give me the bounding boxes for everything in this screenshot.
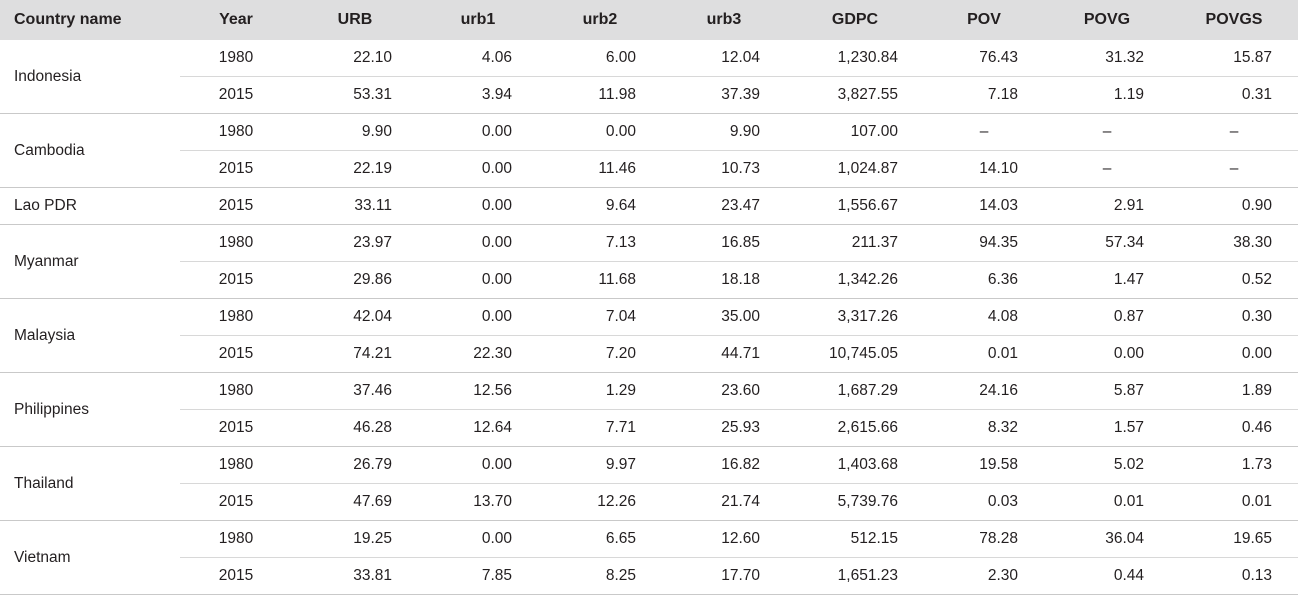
povg-cell: 1.19 <box>1044 77 1170 114</box>
urb1-cell: 3.94 <box>418 77 538 114</box>
urb3-cell: 9.90 <box>662 114 786 151</box>
urb1-cell: 0.00 <box>418 188 538 225</box>
urb2-cell: 11.68 <box>538 262 662 299</box>
country-name-cell: Thailand <box>0 447 180 521</box>
povgs-cell: 0.52 <box>1170 262 1298 299</box>
gdpc-cell: 1,687.29 <box>786 373 924 410</box>
gdpc-cell: 512.15 <box>786 521 924 558</box>
pov-cell: 76.43 <box>924 40 1044 77</box>
povgs-cell: 0.90 <box>1170 188 1298 225</box>
gdpc-cell: 10,745.05 <box>786 336 924 373</box>
gdpc-cell: 107.00 <box>786 114 924 151</box>
urb2-cell: 7.20 <box>538 336 662 373</box>
urb1-cell: 0.00 <box>418 299 538 336</box>
pov-cell: 6.36 <box>924 262 1044 299</box>
urb-cell: 9.90 <box>292 114 418 151</box>
urb2-cell: 11.98 <box>538 77 662 114</box>
gdpc-cell: 1,342.26 <box>786 262 924 299</box>
column-header-urb1: urb1 <box>418 0 538 40</box>
urb1-cell: 0.00 <box>418 114 538 151</box>
povg-cell: – <box>1044 151 1170 188</box>
urb1-cell: 0.00 <box>418 521 538 558</box>
column-header-gdpc: GDPC <box>786 0 924 40</box>
gdpc-cell: 1,024.87 <box>786 151 924 188</box>
povg-cell: 0.44 <box>1044 558 1170 595</box>
urb1-cell: 0.00 <box>418 225 538 262</box>
pov-cell: 4.08 <box>924 299 1044 336</box>
urb3-cell: 16.85 <box>662 225 786 262</box>
pov-cell: 14.10 <box>924 151 1044 188</box>
column-header-povgs: POVGS <box>1170 0 1298 40</box>
povgs-cell: 0.31 <box>1170 77 1298 114</box>
pov-cell: 78.28 <box>924 521 1044 558</box>
povg-cell: 0.00 <box>1044 336 1170 373</box>
gdpc-cell: 1,556.67 <box>786 188 924 225</box>
year-cell: 1980 <box>180 373 292 410</box>
urb3-cell: 12.04 <box>662 40 786 77</box>
urb3-cell: 23.47 <box>662 188 786 225</box>
povg-cell: 0.87 <box>1044 299 1170 336</box>
year-cell: 1980 <box>180 225 292 262</box>
povg-cell: – <box>1044 114 1170 151</box>
povgs-cell: 0.01 <box>1170 484 1298 521</box>
table-body <box>0 40 1298 595</box>
urb2-cell: 6.00 <box>538 40 662 77</box>
gdpc-cell: 3,317.26 <box>786 299 924 336</box>
urb-cell: 33.11 <box>292 188 418 225</box>
urb-cell: 37.46 <box>292 373 418 410</box>
year-cell: 2015 <box>180 151 292 188</box>
urb-cell: 53.31 <box>292 77 418 114</box>
povgs-cell: – <box>1170 114 1298 151</box>
table-row <box>0 225 1298 262</box>
urb3-cell: 37.39 <box>662 77 786 114</box>
urb2-cell: 9.64 <box>538 188 662 225</box>
table-row <box>0 558 1298 595</box>
table-row <box>0 410 1298 447</box>
table-row <box>0 447 1298 484</box>
urb3-cell: 44.71 <box>662 336 786 373</box>
column-header-urb2: urb2 <box>538 0 662 40</box>
urb3-cell: 25.93 <box>662 410 786 447</box>
table-row <box>0 77 1298 114</box>
table-row <box>0 336 1298 373</box>
year-cell: 2015 <box>180 558 292 595</box>
urb1-cell: 0.00 <box>418 447 538 484</box>
country-name-cell: Philippines <box>0 373 180 447</box>
pov-cell: 0.01 <box>924 336 1044 373</box>
povg-cell: 2.91 <box>1044 188 1170 225</box>
year-cell: 1980 <box>180 299 292 336</box>
pov-cell: 94.35 <box>924 225 1044 262</box>
year-cell: 1980 <box>180 447 292 484</box>
urb2-cell: 8.25 <box>538 558 662 595</box>
column-header-country: Country name <box>0 0 180 40</box>
urb2-cell: 7.71 <box>538 410 662 447</box>
povg-cell: 57.34 <box>1044 225 1170 262</box>
urb-cell: 19.25 <box>292 521 418 558</box>
gdpc-cell: 1,403.68 <box>786 447 924 484</box>
urb-cell: 42.04 <box>292 299 418 336</box>
gdpc-cell: 2,615.66 <box>786 410 924 447</box>
povg-cell: 5.02 <box>1044 447 1170 484</box>
urb-cell: 22.10 <box>292 40 418 77</box>
urb3-cell: 17.70 <box>662 558 786 595</box>
povgs-cell: – <box>1170 151 1298 188</box>
povg-cell: 0.01 <box>1044 484 1170 521</box>
urb-cell: 22.19 <box>292 151 418 188</box>
pov-cell: 24.16 <box>924 373 1044 410</box>
urb-cell: 46.28 <box>292 410 418 447</box>
table-row <box>0 188 1298 225</box>
povgs-cell: 15.87 <box>1170 40 1298 77</box>
urb2-cell: 6.65 <box>538 521 662 558</box>
urb3-cell: 10.73 <box>662 151 786 188</box>
urb2-cell: 12.26 <box>538 484 662 521</box>
pov-cell: – <box>924 114 1044 151</box>
urb1-cell: 7.85 <box>418 558 538 595</box>
country-name-cell: Myanmar <box>0 225 180 299</box>
year-cell: 2015 <box>180 336 292 373</box>
table-row <box>0 40 1298 77</box>
urb3-cell: 35.00 <box>662 299 786 336</box>
gdpc-cell: 3,827.55 <box>786 77 924 114</box>
country-name-cell: Lao PDR <box>0 188 180 225</box>
urb2-cell: 1.29 <box>538 373 662 410</box>
year-cell: 1980 <box>180 114 292 151</box>
gdpc-cell: 211.37 <box>786 225 924 262</box>
table-header-row <box>0 0 1298 40</box>
year-cell: 2015 <box>180 262 292 299</box>
urb3-cell: 12.60 <box>662 521 786 558</box>
year-cell: 2015 <box>180 77 292 114</box>
table-row <box>0 151 1298 188</box>
gdpc-cell: 1,651.23 <box>786 558 924 595</box>
povg-cell: 36.04 <box>1044 521 1170 558</box>
urb1-cell: 12.64 <box>418 410 538 447</box>
urb2-cell: 7.04 <box>538 299 662 336</box>
year-cell: 1980 <box>180 40 292 77</box>
urb-cell: 29.86 <box>292 262 418 299</box>
table-row <box>0 262 1298 299</box>
urb3-cell: 23.60 <box>662 373 786 410</box>
year-cell: 2015 <box>180 410 292 447</box>
country-name-cell: Indonesia <box>0 40 180 114</box>
povgs-cell: 0.00 <box>1170 336 1298 373</box>
pov-cell: 8.32 <box>924 410 1044 447</box>
column-header-urb3: urb3 <box>662 0 786 40</box>
table-row <box>0 114 1298 151</box>
year-cell: 1980 <box>180 521 292 558</box>
urb3-cell: 18.18 <box>662 262 786 299</box>
povg-cell: 31.32 <box>1044 40 1170 77</box>
urb-cell: 33.81 <box>292 558 418 595</box>
gdpc-cell: 5,739.76 <box>786 484 924 521</box>
povgs-cell: 0.13 <box>1170 558 1298 595</box>
urb3-cell: 16.82 <box>662 447 786 484</box>
urb1-cell: 4.06 <box>418 40 538 77</box>
year-cell: 2015 <box>180 484 292 521</box>
urb1-cell: 13.70 <box>418 484 538 521</box>
country-name-cell: Vietnam <box>0 521 180 595</box>
country-name-cell: Cambodia <box>0 114 180 188</box>
urb2-cell: 0.00 <box>538 114 662 151</box>
povgs-cell: 0.46 <box>1170 410 1298 447</box>
column-header-pov: POV <box>924 0 1044 40</box>
povg-cell: 1.57 <box>1044 410 1170 447</box>
column-header-urb: URB <box>292 0 418 40</box>
povg-cell: 1.47 <box>1044 262 1170 299</box>
povg-cell: 5.87 <box>1044 373 1170 410</box>
urb-cell: 47.69 <box>292 484 418 521</box>
povgs-cell: 19.65 <box>1170 521 1298 558</box>
urb-cell: 23.97 <box>292 225 418 262</box>
year-cell: 2015 <box>180 188 292 225</box>
urb2-cell: 11.46 <box>538 151 662 188</box>
pov-cell: 19.58 <box>924 447 1044 484</box>
pov-cell: 0.03 <box>924 484 1044 521</box>
urb1-cell: 0.00 <box>418 262 538 299</box>
column-header-year: Year <box>180 0 292 40</box>
povgs-cell: 0.30 <box>1170 299 1298 336</box>
table-header <box>0 0 1298 40</box>
urb2-cell: 7.13 <box>538 225 662 262</box>
povgs-cell: 38.30 <box>1170 225 1298 262</box>
pov-cell: 7.18 <box>924 77 1044 114</box>
urb3-cell: 21.74 <box>662 484 786 521</box>
table-row <box>0 373 1298 410</box>
urb1-cell: 12.56 <box>418 373 538 410</box>
urb-cell: 74.21 <box>292 336 418 373</box>
povgs-cell: 1.89 <box>1170 373 1298 410</box>
table-row <box>0 299 1298 336</box>
pov-cell: 2.30 <box>924 558 1044 595</box>
urb2-cell: 9.97 <box>538 447 662 484</box>
column-header-povg: POVG <box>1044 0 1170 40</box>
country-name-cell: Malaysia <box>0 299 180 373</box>
pov-cell: 14.03 <box>924 188 1044 225</box>
table-row <box>0 484 1298 521</box>
povgs-cell: 1.73 <box>1170 447 1298 484</box>
urb1-cell: 0.00 <box>418 151 538 188</box>
urb-cell: 26.79 <box>292 447 418 484</box>
table-row <box>0 521 1298 558</box>
urb1-cell: 22.30 <box>418 336 538 373</box>
gdpc-cell: 1,230.84 <box>786 40 924 77</box>
